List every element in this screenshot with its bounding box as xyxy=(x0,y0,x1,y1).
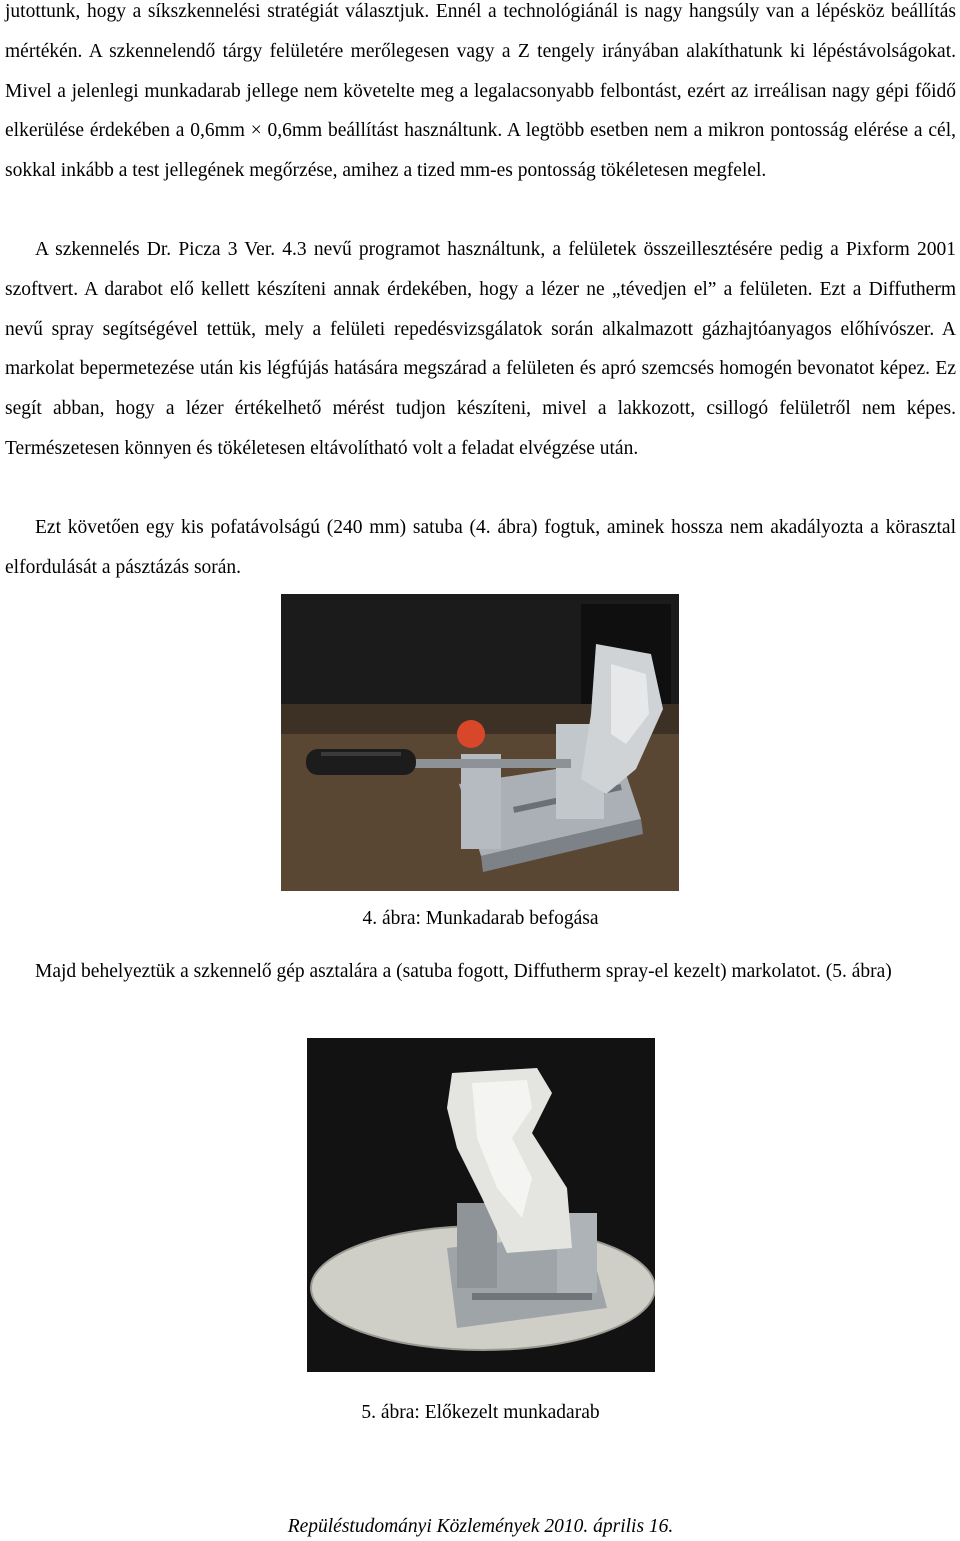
paragraph-placement: Majd behelyeztük a szkennelő gép asztalára a (satuba fogott, Diffutherm spray-el kezelt) markolatot. (5. ábra) xyxy=(35,961,892,982)
vise-fixed-jaw xyxy=(461,754,501,849)
figure-4-photo xyxy=(281,594,679,891)
paragraph-vise: Ezt követően egy kis pofatávolságú (240 mm) satuba (4. ábra) fogtuk, aminek hossza nem akadályozta a körasztal elfordulását a pásztázás során. xyxy=(5,517,956,578)
vise-slot xyxy=(472,1293,592,1300)
figure-4-caption: 4. ábra: Munkadarab befogása xyxy=(362,908,599,929)
turntable-photo-illustration xyxy=(307,1038,655,1372)
page-footer: Repüléstudományi Közlemények 2010. április 16. xyxy=(287,1516,674,1537)
paragraph-scan-strategy: jutottunk, hogy a síkszkennelési stratégiát választjuk. Ennél a technológiánál is nagy hangsúly van a lépésköz beállítás mértékén. A szkennelendő tárgy felületére merőlegesen vagy a Z tengely irányában alakíthatunk ki lépéstávolságokat. Mivel a jelenlegi munkadarab jellege nem követelte meg a legalacsonyabb felbontást, ezért az irreálisan nagy gépi főidő elkerülése érdekében a 0,6mm × 0,6mm beállítást használtunk. A legtöbb esetben nem a mikron pontosság elérése a cél, sokkal inkább a test jellegének megőrzése, amihez a tized mm-es pontosság tökéletesen megfelel. xyxy=(5,1,956,182)
vise-photo-illustration xyxy=(281,594,679,891)
figure-5-photo xyxy=(307,1038,655,1372)
handle-highlight xyxy=(321,752,401,756)
figure-5-caption: 5. ábra: Előkezelt munkadarab xyxy=(361,1402,600,1423)
vise-screw xyxy=(391,759,571,768)
red-knob xyxy=(457,720,485,748)
paragraph-software-preparation: A szkennelés Dr. Picza 3 Ver. 4.3 nevű programot használtunk, a felületek összeillesztésére pedig a Pixform 2001 szoftvert. A darabot elő kellett készíteni annak érdekében, hogy a lézer ne „tévedjen el” a felületen. Ezt a Diffutherm nevű spray segítségével tettük, mely a felületi repedésvizsgálatok során alkalmazott gázhajtóanyagos előhívószer. A markolat bepermetezése után kis légfújás hatására megszárad a felületen és apró szemcsés homogén bevonatot képez. Ez segít abban, hogy a lézer értékelhető mérést tudjon készíteni, mivel a lakkozott, csillogó felületről nem képes. Természetesen könnyen és tökéletesen eltávolítható volt a feladat elvégzése után. xyxy=(5,239,956,459)
